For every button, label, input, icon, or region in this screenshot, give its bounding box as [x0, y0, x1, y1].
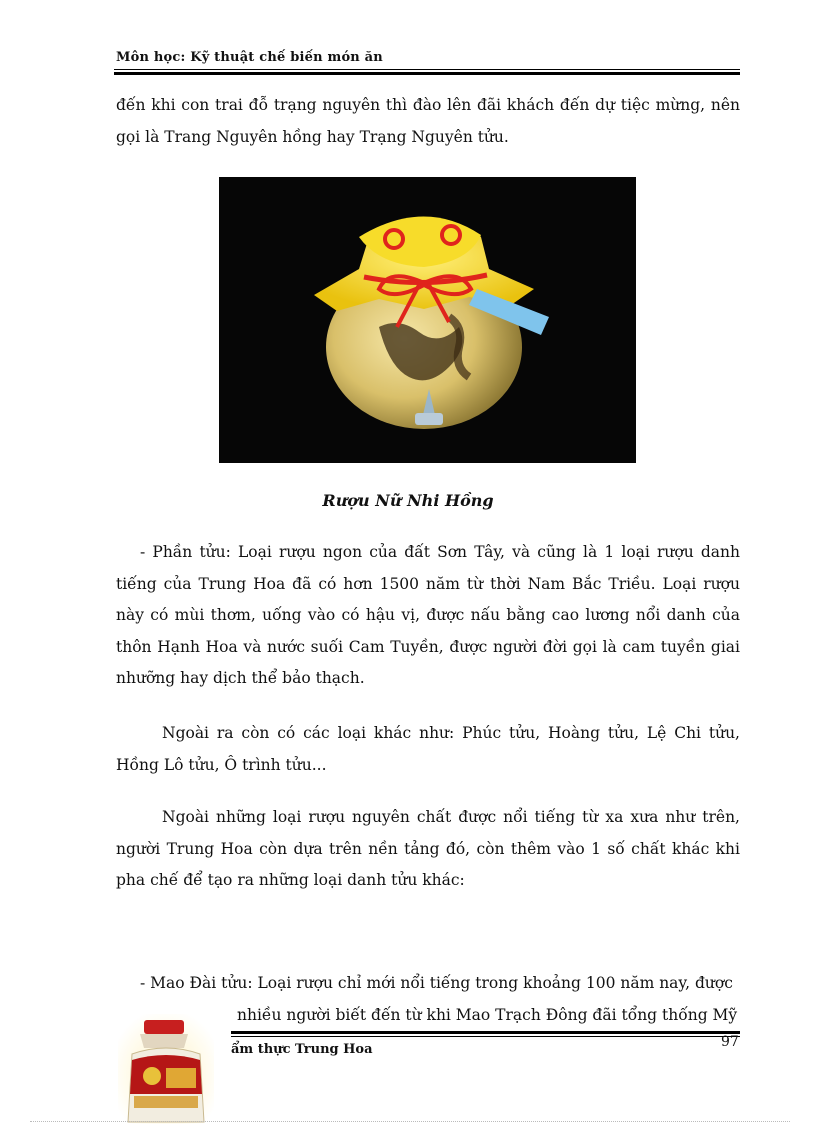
footer-title: ẩm thực Trung Hoa — [231, 1042, 373, 1057]
maotai-bottle-image — [118, 1014, 214, 1124]
phan-tuu-paragraph: - Phần tửu: Loại rượu ngon của đất Sơn Tây, và cũng là 1 loại rượu danh tiếng của Trung Hoa đã có hơn 1500 năm từ thời Nam Bắc Triều. Loại rượu này có mùi thơm, uống vào có hậu vị, được nấu bằng cao lương nổi danh của thôn Hạnh Hoa và nước suối Cam Tuyền, được người đời gọi là cam tuyền giai nhưỡng hay dịch thể bảo thạch. — [116, 543, 740, 687]
page-number: 97 — [721, 1034, 739, 1050]
mao-dai-paragraph: - Mao Đài tửu: Loại rượu chỉ mới nổi tiếng trong khoảng 100 năm nay, được — [140, 974, 733, 992]
page-edge-dotted-line — [30, 1121, 790, 1122]
other-wines-paragraph: Ngoài ra còn có các loại khác như: Phúc tửu, Hoàng tửu, Lệ Chi tửu, Hồng Lô tửu, Ô trình tửu... — [116, 724, 740, 774]
photo-caption: Rượu Nữ Nhi Hồng — [322, 491, 494, 510]
footer-rule-thin — [231, 1036, 740, 1037]
header-title: Môn học: Kỹ thuật chế biến món ăn — [116, 50, 383, 65]
header-rule-thin — [114, 69, 740, 70]
blended-wines-paragraph: Ngoài những loại rượu nguyên chất được nổi tiếng từ xa xưa như trên, người Trung Hoa còn dựa trên nền tảng đó, còn thêm vào 1 số chất khác khi pha chế để tạo ra những loại danh tửu khác: — [116, 808, 740, 889]
mao-dai-continuation: nhiều người biết đến từ khi Mao Trạch Đông đãi tổng thống Mỹ — [237, 1006, 738, 1024]
wine-jar-illustration — [219, 177, 636, 463]
header-rule-thick — [114, 72, 740, 75]
footer-rule-thick — [231, 1031, 740, 1034]
intro-paragraph: đến khi con trai đỗ trạng nguyên thì đào lên đãi khách đến dự tiệc mừng, nên gọi là Trang Nguyên hồng hay Trạng Nguyên tửu. — [116, 96, 740, 146]
maotai-bottle-illustration — [118, 1014, 214, 1124]
wine-jar-photo — [219, 177, 636, 463]
